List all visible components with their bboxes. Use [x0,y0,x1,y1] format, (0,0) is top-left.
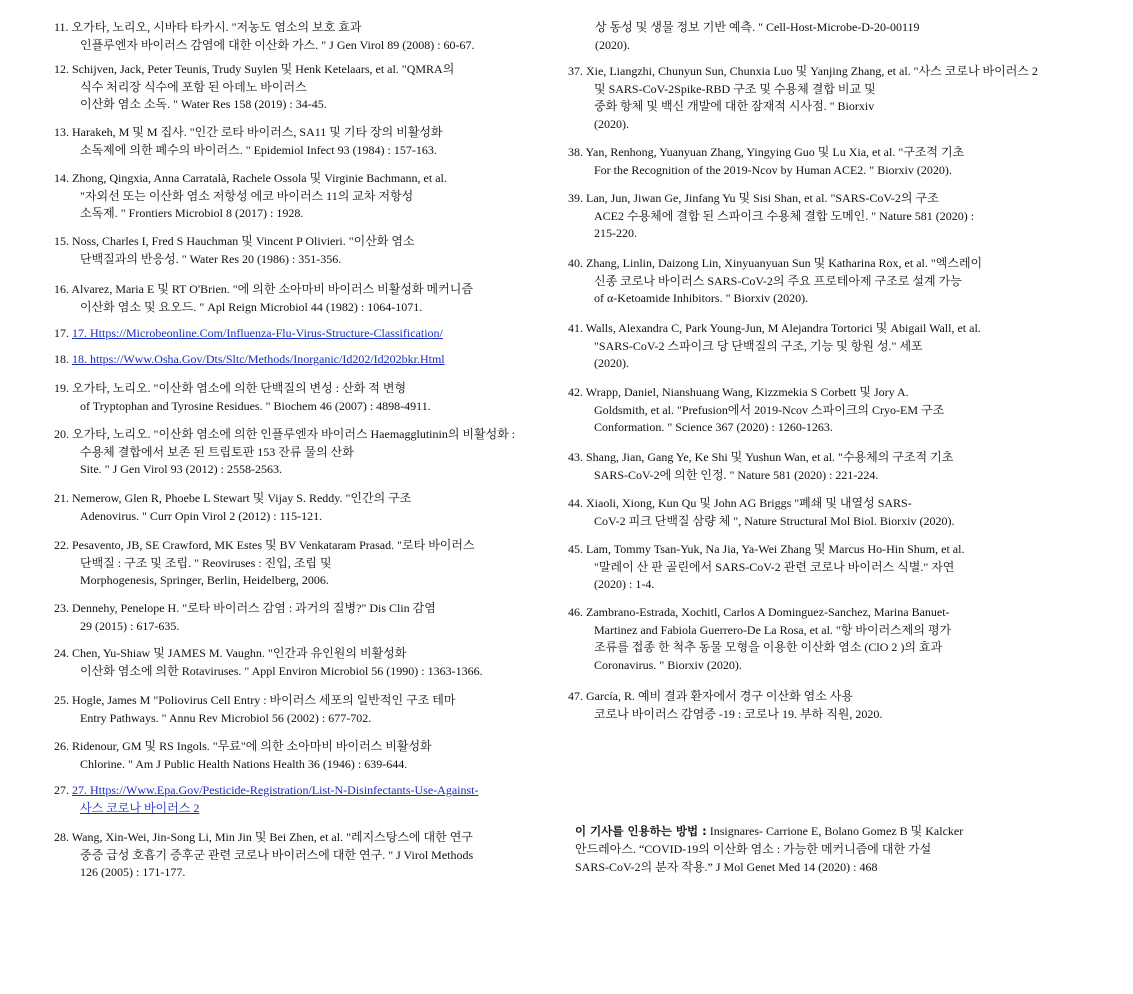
reference-41: 41. Walls, Alexandra C, Park Young-Jun, M Alejandra Tortorici 및 Abigail Wall, et al. "SARS-CoV-2 스파이크 당 단백질의 구조, 기능 및 항원 성." 세포 (2020). [568,321,981,370]
reference-45: 45. Lam, Tommy Tsan-Yuk, Na Jia, Ya-Wei Zhang 및 Marcus Ho-Hin Shum, et al. "말레이 산 판 골린에서 SARS-CoV-2 관련 코로나 바이러스 식별." 자연 (2020) : 1-4. [568,542,965,591]
reference-23: 23. Dennehy, Penelope H. "로타 바이러스 감염 : 과거의 질병?" Dis Clin 감염 29 (2015) : 617-635. [54,601,436,633]
reference-43: 43. Shang, Jian, Gang Ye, Ke Shi 및 Yushun Wan, et al. "수용체의 구조적 기초 SARS-CoV-2에 의한 인정. " Nature 581 (2020) : 221-224. [568,450,954,482]
reference-20: 20. 오가타, 노리오. "이산화 염소에 의한 인플루엔자 바이러스 Haemagglutinin의 비활성화 : 수용체 결합에서 보존 된 트립토판 153 잔류 물의 산화 Site. " J Gen Virol 93 (2012) : 2558-2563. [54,427,516,476]
reference-39: 39. Lan, Jun, Jiwan Ge, Jinfang Yu 및 Sisi Shan, et al. "SARS-CoV-2의 구조 ACE2 수용체에 결합 된 스파이크 수용체 결합 도메인. " Nature 581 (2020) : 215-220. [568,191,975,240]
reference-42: 42. Wrapp, Daniel, Nianshuang Wang, Kizzmekia S Corbett 및 Jory A. Goldsmith, et al. "Prefusion에서 2019-Ncov 스파이크의 Cryo-EM 구조 Conformation. " Science 367 (2020) : 1260-1263. [568,385,945,434]
reference-37: 37. Xie, Liangzhi, Chunyun Sun, Chunxia Luo 및 Yanjing Zhang, et al. "사스 코로나 바이러스 2 및 SARS-CoV-2Spike-RBD 구조 및 수용체 결합 비교 및 중화 항체 및 백신 개발에 대한 잠재적 시사점. " Biorxiv (2020). [568,64,1038,131]
reference-25: 25. Hogle, James M "Poliovirus Cell Entry : 바이러스 세포의 일반적인 구조 테마 Entry Pathways. " Annu Rev Microbiol 56 (2002) : 677-702. [54,693,456,725]
reference-14: 14. Zhong, Qingxia, Anna Carratalà, Rachele Ossola 및 Virginie Bachmann, et al. "자외선 또는 이산화 염소 저항성 에코 바이러스 11의 교차 저항성 소독제. " Frontiers Microbiol 8 (2017) : 1928. [54,171,447,220]
reference-13: 13. Harakeh, M 및 M 집사. "인간 로타 바이러스, SA11 및 기타 장의 비활성화 소독제에 의한 폐수의 바이러스. " Epidemiol Infect 93 (1984) : 157-163. [54,125,443,157]
reference-27: 27. 27. Https://Www.Epa.Gov/Pesticide-Registration/List-N-Disinfectants-Use-Against- 사스 코로나 바이러스 2 [54,782,478,817]
reference-36-continued: 상 동성 및 생물 정보 기반 예측. " Cell-Host-Microbe-D-20-00119 (2020). [595,20,920,52]
reference-19: 19. 오가타, 노리오. "이산화 염소에 의한 단백질의 변성 : 산화 적 변형 of Tryptophan and Tyrosine Residues. " Biochem 46 (2007) : 4898-4911. [54,381,431,413]
reference-15: 15. Noss, Charles I, Fred S Hauchman 및 Vincent P Olivieri. "이산화 염소 단백질과의 반응성. " Water Res 20 (1986) : 351-356. [54,234,415,266]
reference-16: 16. Alvarez, Maria E 및 RT O'Brien. "에 의한 소아마비 바이러스 비활성화 메커니즘 이산화 염소 및 요오드. " Apl Reign Microbiol 44 (1982) : 1064-1071. [54,282,473,314]
how-to-cite-label: 이 기사를 인용하는 방법 : [575,824,707,838]
reference-17: 17. 17. Https://Microbeonline.Com/Influenza-Flu-Virus-Structure-Classification/ [54,326,443,340]
reference-47: 47. García, R. 예비 결과 환자에서 경구 이산화 염소 사용 코로나 바이러스 감염증 -19 : 코로나 19. 부하 직원, 2020. [568,689,883,721]
reference-26: 26. Ridenour, GM 및 RS Ingols. "무료"에 의한 소아마비 바이러스 비활성화 Chlorine. " Am J Public Health Nations Health 36 (1946) : 639-644. [54,739,432,771]
reference-22: 22. Pesavento, JB, SE Crawford, MK Estes 및 BV Venkataram Prasad. "로타 바이러스 단백질 : 구조 및 조립. " Reoviruses : 진입, 조립 및 Morphogenesis, Springer, Berlin, Heidelberg, 2006. [54,538,475,587]
reference-12: 12. Schijven, Jack, Peter Teunis, Trudy Suylen 및 Henk Ketelaars, et al. "QMRA의 식수 처리장 식수에 포함 된 아데노 바이러스 이산화 염소 소독. " Water Res 158 (2019) : 34-45. [54,62,455,111]
reference-11: 11. 오가타, 노리오, 시바타 타카시. "저농도 염소의 보호 효과 인플루엔자 바이러스 감염에 대한 이산화 가스. " J Gen Virol 89 (2008) : 60-67. [54,20,475,52]
reference-24: 24. Chen, Yu-Shiaw 및 JAMES M. Vaughn. "인간과 유인원의 비활성화 이산화 염소에 의한 Rotaviruses. " Appl Environ Microbiol 56 (1990) : 1363-1366. [54,646,483,678]
reference-38: 38. Yan, Renhong, Yuanyuan Zhang, Yingying Guo 및 Lu Xia, et al. "구조적 기초 For the Recognition of the 2019-Ncov by Human ACE2. " Biorxiv (2020). [568,145,965,177]
reference-18-link[interactable]: 18. https://Www.Osha.Gov/Dts/Sltc/Methods/Inorganic/Id202/Id202bkr.Html [72,352,445,366]
reference-18: 18. 18. https://Www.Osha.Gov/Dts/Sltc/Methods/Inorganic/Id202/Id202bkr.Html [54,352,445,366]
reference-27-link[interactable]: 27. Https://Www.Epa.Gov/Pesticide-Registration/List-N-Disinfectants-Use-Against- [72,783,479,797]
reference-27-link-cont[interactable]: 사스 코로나 바이러스 2 [80,800,200,815]
reference-46: 46. Zambrano-Estrada, Xochitl, Carlos A Dominguez-Sanchez, Marina Banuet- Martinez and Fabiola Guerrero-De La Rosa, et al. "항 바이러스제의 평가 조류를 접종 한 척추 동물 모형을 이용한 이산화 염소 (ClO 2 )의 효과 Coronavirus. " Biorxiv (2020). [568,605,952,672]
reference-21: 21. Nemerow, Glen R, Phoebe L Stewart 및 Vijay S. Reddy. "인간의 구조 Adenovirus. " Curr Opin Virol 2 (2012) : 115-121. [54,491,412,523]
how-to-cite: 이 기사를 인용하는 방법 : Insignares- Carrione E, Bolano Gomez B 및 Kalcker 안드레아스. “COVID-19의 이산화 염소 : 가능한 메커니즘에 대한 가설 SARS-CoV-2의 분자 작용.” J Mol Genet Med 14 (2020) : 468 [575,824,964,874]
reference-28: 28. Wang, Xin-Wei, Jin-Song Li, Min Jin 및 Bei Zhen, et al. "레지스탕스에 대한 연구 중증 급성 호흡기 증후군 관련 코로나 바이러스에 대한 연구. " J Virol Methods 126 (2005) : 171-177. [54,830,474,879]
reference-17-link[interactable]: 17. Https://Microbeonline.Com/Influenza-Flu-Virus-Structure-Classification/ [72,326,443,340]
reference-40: 40. Zhang, Linlin, Daizong Lin, Xinyuanyuan Sun 및 Katharina Rox, et al. "엑스레이 신종 코로나 바이러스 SARS-CoV-2의 주요 프로테아제 구조로 설계 가능 of α-Ketoamide Inhibitors. " Biorxiv (2020). [568,256,983,305]
reference-44: 44. Xiaoli, Xiong, Kun Qu 및 John AG Briggs "폐쇄 및 내열성 SARS- CoV-2 피크 단백질 삼량 체 ", Nature Structural Mol Biol. Biorxiv (2020). [568,496,955,528]
